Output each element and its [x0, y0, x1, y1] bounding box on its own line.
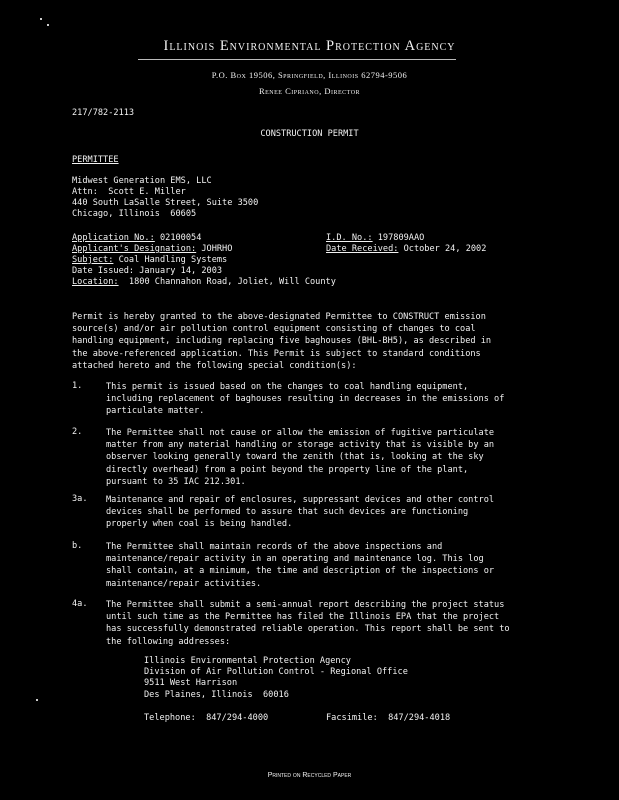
permittee-name: Midwest Generation EMS, LLC	[72, 176, 212, 186]
condition-text: This permit is issued based on the changes to coal handling equipment, including replacement of baghouses resulting in decreases in the emissions of particulate matter.	[106, 382, 505, 417]
condition-text: The Permittee shall not cause or allow the emission of fugitive particulate matter from any material handling or storage activity that is visible by an observer looking generally toward the zenith (that is, looking at the sky directly overhead) from a point beyond the property line of the plant, pursuant to 35 IAC 212.301.	[106, 428, 495, 487]
scan-speck	[36, 699, 38, 701]
phone-reference: 217/782-2113	[72, 108, 135, 118]
telephone: Telephone: 847/294-4000	[144, 713, 269, 723]
condition-text: Maintenance and repair of enclosures, suppressant devices and other control devices shall be performed to assure that such devices are functioning properly when coal is being handled.	[106, 495, 495, 530]
letterhead-rule	[138, 59, 456, 60]
report-address-line: Des Plaines, Illinois 60016	[144, 689, 289, 700]
date-issued: Date Issued: January 14, 2003	[72, 266, 223, 276]
report-address-line: Division of Air Pollution Control - Regional Office	[144, 667, 408, 678]
permittee-attn: Attn: Scott E. Miller	[72, 187, 186, 197]
agency-address: P.O. Box 19506, Springfield, Illinois 62794-9506	[211, 70, 408, 80]
designation-label: Applicant's Designation:	[72, 244, 197, 254]
condition-number: b.	[72, 541, 83, 551]
location-value: 1800 Channahon Road, Joliet, Will County	[118, 277, 336, 287]
permit-grant-paragraph: Permit is hereby granted to the above-designated Permittee to CONSTRUCT emission source(s) and/or air pollution control equipment consisting of changes to coal handling equipment, including replacing five baghouses (BHL-BH5), as described in the above-referenced application. This Permit is subject to standard conditions attached hereto and the following special condition(s):	[72, 312, 492, 371]
id-number	[326, 233, 424, 244]
permittee-heading: PERMITTEE	[72, 155, 119, 165]
applicant-designation	[72, 244, 232, 255]
report-address-line: Illinois Environmental Protection Agency	[144, 656, 351, 666]
application-number	[72, 233, 201, 244]
id-label: I.D. No.:	[326, 233, 373, 243]
agency-director: Renee Cipriano, Director	[258, 86, 361, 96]
agency-name: Illinois Environmental Protection Agency	[163, 38, 456, 54]
report-address-line: 9511 West Harrison	[144, 678, 238, 689]
condition-number: 3a.	[72, 494, 88, 504]
application-label: Application No.:	[72, 233, 155, 243]
facsimile: Facsimile: 847/294-4018	[326, 713, 451, 723]
date-received-label: Date Received:	[326, 244, 399, 254]
footer-note: Printed on Recycled Paper	[267, 772, 352, 779]
subject-value: Coal Handling Systems	[113, 255, 228, 265]
subject-label: Subject:	[72, 255, 114, 265]
location-label: Location:	[72, 277, 119, 287]
date-received-value: October 24, 2002	[398, 244, 487, 254]
scan-speck	[40, 18, 42, 20]
report-address-block	[144, 656, 408, 701]
application-value: 02100054	[154, 233, 202, 243]
location	[72, 277, 336, 288]
condition-text: The Permittee shall submit a semi-annual report describing the project status until such time as the Permittee has filed the Illinois EPA that the project has successfully demonstrated reliable operation. This report shall be sent to the following addresses:	[106, 600, 510, 647]
condition-number: 2.	[72, 427, 83, 437]
date-received	[326, 244, 486, 255]
condition-number: 4a.	[72, 599, 88, 609]
permittee-street: 440 South LaSalle Street, Suite 3500	[72, 198, 259, 208]
id-value: 197809AAO	[372, 233, 425, 243]
scan-speck	[47, 24, 49, 26]
subject	[72, 255, 227, 266]
permittee-city: Chicago, Illinois 60605	[72, 209, 197, 219]
condition-text: The Permittee shall maintain records of the above inspections and maintenance/repair activity in an operating and maintenance log. This log shall contain, at a minimum, the time and description of the inspections or maintenance/repair activities.	[106, 542, 495, 589]
condition-number: 1.	[72, 381, 83, 391]
document-title: CONSTRUCTION PERMIT	[260, 129, 359, 139]
designation-value: JOHRHO	[196, 244, 233, 254]
